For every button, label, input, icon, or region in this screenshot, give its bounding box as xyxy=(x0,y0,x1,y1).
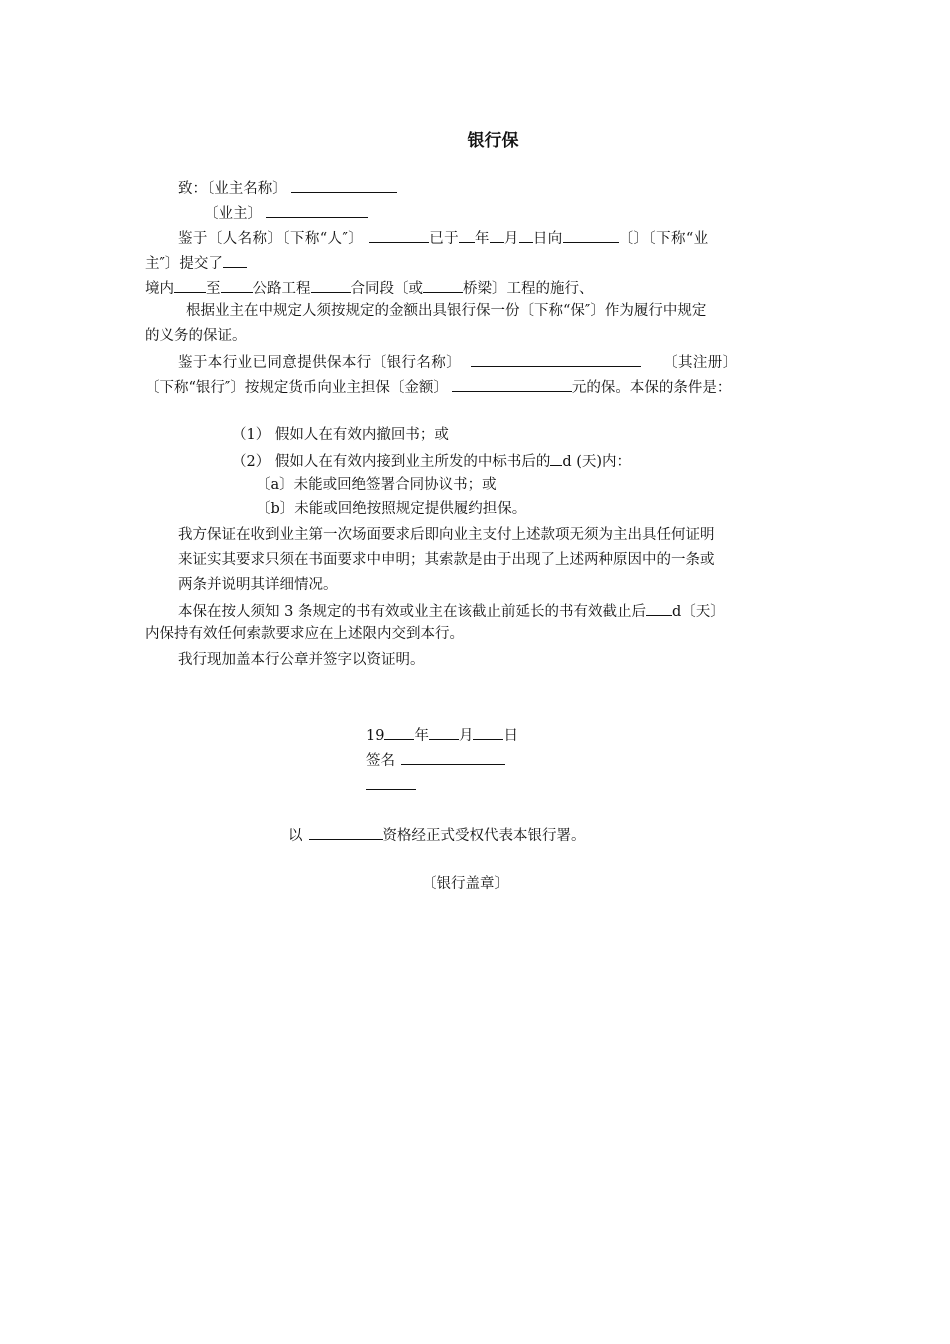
whereas-text-d: 主″〕提交了 xyxy=(145,256,223,272)
addressee-label: 致：〔业主名称〕 xyxy=(178,181,287,197)
amount-blank xyxy=(452,376,572,392)
owner-line xyxy=(204,202,368,224)
from-blank xyxy=(174,277,206,293)
signature-label: 签名 xyxy=(366,753,395,769)
days-blank xyxy=(550,450,562,466)
bank-line-2 xyxy=(145,376,731,398)
whereas-text: 鉴于〔人名称〕〔下称“人″〕 xyxy=(178,231,364,247)
whereas-text-c: 〔〕〔下称“业 xyxy=(618,231,709,247)
guarantee-line-1: 我方保证在收到业主第一次场面要求后即向业主支付上述款项无须为主出具任何证明 xyxy=(178,527,715,543)
scope-section: 合同段〔或 xyxy=(350,281,423,297)
to-blank xyxy=(221,277,253,293)
date-day-label: 日 xyxy=(503,728,518,744)
scope-line xyxy=(145,277,594,299)
whereas-text-already: 已于 xyxy=(429,231,459,247)
document-title: 银行保 xyxy=(467,131,519,151)
validity-line-2: 内保持有效任何索款要求应在上述限内交到本行。 xyxy=(145,626,464,642)
day-blank xyxy=(519,227,533,243)
whereas-line-1 xyxy=(178,227,709,249)
year-label: 年 xyxy=(475,231,490,247)
submitted-blank xyxy=(223,252,247,268)
validity-line-1 xyxy=(178,600,725,622)
condition-2-text: （2） 假如人在有效内接到业主所发的中标书后的 xyxy=(232,454,551,470)
scope-to: 至 xyxy=(206,281,221,297)
date-century: 19 xyxy=(366,728,385,744)
guarantee-line-3: 两条并说明其详细情况。 xyxy=(178,577,338,593)
recipient-blank xyxy=(563,227,619,243)
bank-text: 鉴于本行业已同意提供保本行〔银行名称〕 xyxy=(178,355,462,371)
owner-label: 〔业主〕 xyxy=(204,206,262,222)
authority-prefix: 以 xyxy=(288,828,303,844)
condition-b: 〔b〕未能或回绝按照规定提供履约担保。 xyxy=(256,501,527,517)
month-label: 月 xyxy=(503,231,519,247)
addressee-line xyxy=(178,177,397,199)
authority-line xyxy=(288,824,586,846)
signature-underline-row xyxy=(366,774,416,796)
validity-days-blank xyxy=(646,600,672,616)
date-year-blank xyxy=(384,724,414,740)
whereas-line-2 xyxy=(145,252,247,274)
scope-road: 公路工程 xyxy=(252,281,311,297)
date-month-blank xyxy=(429,724,459,740)
basis-line-2: 的义务的保证。 xyxy=(145,328,247,344)
guarantee-line-2: 来证实其要求只须在书面要求中申明；其索款是由于出现了上述两种原因中的一条或 xyxy=(178,552,715,568)
bank-text-3: 元的保。本保的条件是： xyxy=(571,380,732,396)
date-month-label: 月 xyxy=(458,728,474,744)
seal-statement: 我行现加盖本行公章并签字以资证明。 xyxy=(178,652,425,668)
signature-extra-blank xyxy=(366,774,416,790)
signature-blank xyxy=(401,749,505,765)
section-blank xyxy=(311,277,351,293)
scope-text: 境内 xyxy=(145,281,174,297)
day-label: 日向 xyxy=(532,231,563,247)
bank-name-blank xyxy=(471,351,641,367)
tenderer-blank xyxy=(369,227,429,243)
condition-1: （1） 假如人在有效内撤回书；或 xyxy=(232,427,449,443)
bridge-blank xyxy=(423,277,463,293)
year-blank xyxy=(459,227,475,243)
owner-blank xyxy=(266,202,368,218)
validity-text: 本保在按人须知 3 条规定的书有效或业主在该截止前延长的书有效截止后 xyxy=(178,604,646,620)
bank-registered: 〔其注册〕 xyxy=(663,355,738,371)
month-blank xyxy=(490,227,504,243)
capacity-blank xyxy=(309,824,383,840)
date-year-label: 年 xyxy=(414,728,429,744)
owner-name-blank xyxy=(291,177,397,193)
scope-bridge: 桥梁〕工程的施行、 xyxy=(463,281,594,297)
date-line xyxy=(366,724,518,746)
condition-a: 〔a〕未能或回绝签署合同协议书；或 xyxy=(256,477,497,493)
bank-text-2: 〔下称“银行″〕按规定货币向业主担保〔金额〕 xyxy=(145,380,448,396)
bank-line-1 xyxy=(178,351,738,373)
authority-text: 资格经正式受权代表本银行署。 xyxy=(382,828,586,844)
date-day-blank xyxy=(473,724,503,740)
condition-2-days: d (天)内： xyxy=(562,454,632,470)
basis-line-1: 根据业主在中规定人须按规定的金额出具银行保一份〔下称“保″〕作为履行中规定 xyxy=(186,303,707,319)
signature-line xyxy=(366,749,505,771)
validity-days: d〔天〕 xyxy=(671,604,725,620)
condition-2 xyxy=(232,450,631,472)
bank-seal-label: 〔银行盖章〕 xyxy=(422,876,509,892)
